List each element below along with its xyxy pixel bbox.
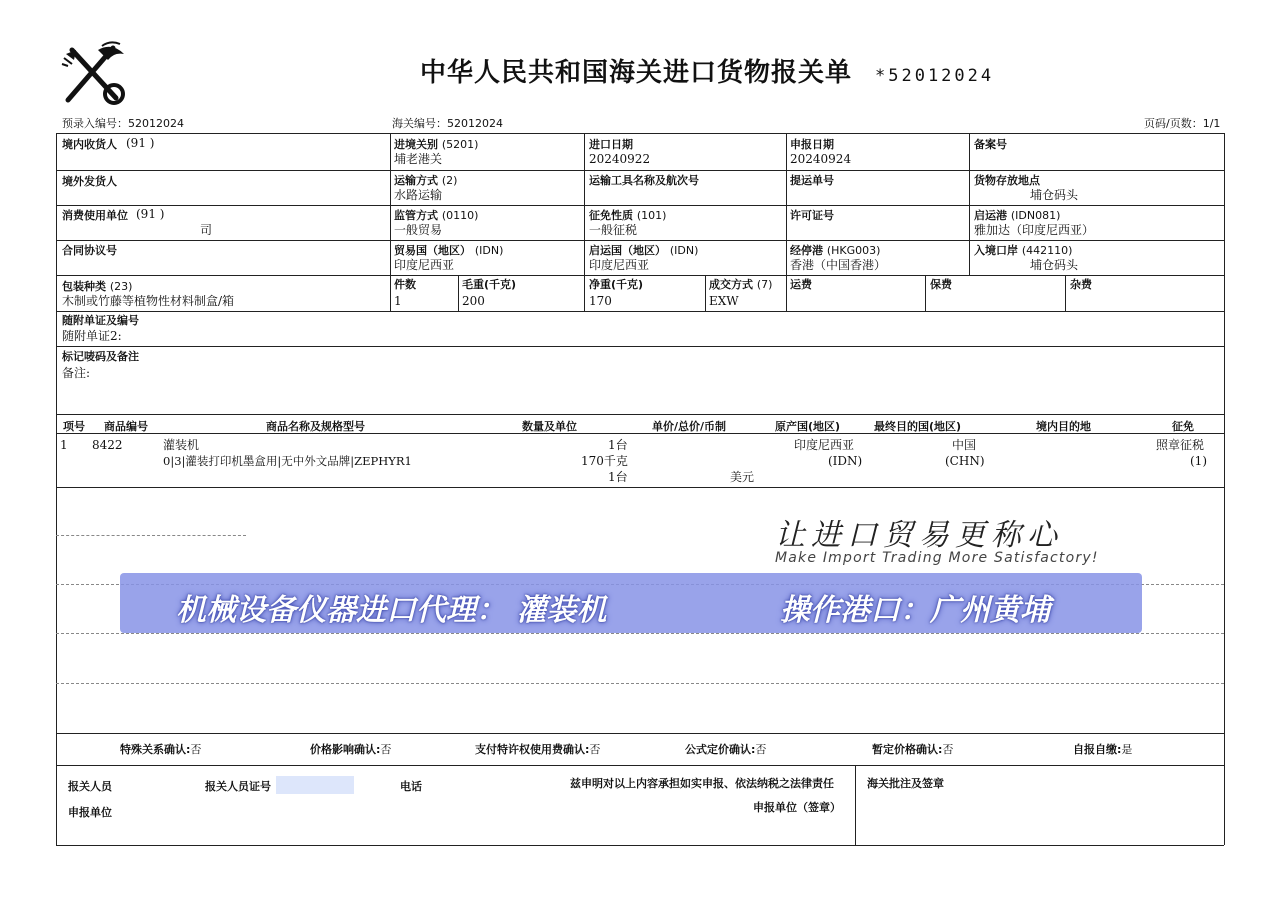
marks-label: 标记唛码及备注 <box>62 350 139 363</box>
row-levy-code: (1) <box>1190 454 1207 468</box>
transit-port-label: 经停港 (HKG003) <box>790 244 881 257</box>
docs-label: 随附单证及编号 <box>62 314 139 327</box>
row-destination-code: (CHN) <box>945 454 985 468</box>
declarant-label: 报关人员 <box>68 780 112 793</box>
header-name-spec: 商品名称及规格型号 <box>266 420 365 433</box>
row-product-spec: 0|3|灌装打印机墨盒用|无中外文品牌|ZEPHYR1 <box>163 454 412 468</box>
row-item-no: 1 <box>60 438 68 452</box>
row-origin-code: (IDN) <box>828 454 863 468</box>
supervision-label: 监管方式 (0110) <box>394 209 479 222</box>
marks-value: 备注: <box>62 366 91 380</box>
confirm-self-declare: 自报自缴:是 <box>1073 743 1133 756</box>
departure-port-label: 启运港 (IDN081) <box>974 209 1061 222</box>
slogan-handwritten: 让进口贸易更称心 <box>775 518 1063 553</box>
header-levy: 征免 <box>1172 420 1194 433</box>
origin-country-label: 启运国（地区） (IDN) <box>589 244 699 257</box>
page-indicator: 页码/页数：1/1 <box>1144 117 1221 130</box>
banner-left-text: 机械设备仪器进口代理： 灌装机 <box>176 593 607 628</box>
legal-statement: 兹申明对以上内容承担如实申报、依法纳税之法律责任 <box>570 777 834 790</box>
transit-port-value: 香港（中国香港） <box>790 258 887 272</box>
banner-right-text: 操作港口：广州黄埔 <box>780 593 1050 628</box>
entry-port-label: 入境口岸 (442110) <box>974 244 1073 257</box>
header-item-no: 项号 <box>63 420 85 433</box>
declarer-unit-label: 申报单位 <box>68 806 112 819</box>
levy-value: 一般征税 <box>589 223 638 237</box>
gross-weight-label: 毛重(千克) <box>462 278 517 291</box>
row-levy: 照章征税 <box>1156 438 1205 452</box>
customs-number: 海关编号：52012024 <box>392 117 503 130</box>
vessel-label: 运输工具名称及航次号 <box>589 174 699 187</box>
redacted-cert-number <box>276 776 354 794</box>
consumer-value-2: 司 <box>200 223 213 237</box>
row-product-name: 灌装机 <box>163 438 200 452</box>
declaration-number: *52012024 <box>875 66 995 86</box>
docs-value: 随附单证2: <box>62 329 122 343</box>
row-destination: 中国 <box>952 438 977 452</box>
consumer-value: (91 ) <box>136 207 165 221</box>
contract-label: 合同协议号 <box>62 244 117 257</box>
record-no-label: 备案号 <box>974 138 1007 151</box>
entry-port-value: 埔仓码头 <box>1030 258 1079 272</box>
header-quantity: 数量及单位 <box>522 420 577 433</box>
preentry-number: 预录入编号：52012024 <box>62 117 184 130</box>
freight-label: 运费 <box>790 278 812 291</box>
terms-label: 成交方式 (7) <box>709 278 773 291</box>
row-qty-3: 1台 <box>608 470 628 484</box>
trade-country-label: 贸易国（地区） (IDN) <box>394 244 504 257</box>
phone-label: 电话 <box>400 780 422 793</box>
slogan-english: Make Import Trading More Satisfactory! <box>775 550 1099 566</box>
insurance-label: 保费 <box>930 278 952 291</box>
confirm-price-influence: 价格影响确认:否 <box>310 743 392 756</box>
confirm-provisional-price: 暂定价格确认:否 <box>872 743 954 756</box>
pieces-label: 件数 <box>394 278 416 291</box>
row-currency: 美元 <box>730 470 755 484</box>
package-value: 木制或竹藤等植物性材料制盒/箱 <box>62 294 235 308</box>
row-origin: 印度尼西亚 <box>794 438 855 452</box>
net-weight-value: 170 <box>589 294 612 308</box>
confirm-royalty: 支付特许权使用费确认:否 <box>475 743 601 756</box>
package-label: 包装种类 (23) <box>62 280 133 293</box>
row-qty-1: 1台 <box>608 438 628 452</box>
declare-date-value: 20240924 <box>790 152 852 166</box>
header-hs-code: 商品编号 <box>104 420 148 433</box>
confirm-formula-pricing: 公式定价确认:否 <box>685 743 767 756</box>
consignee-value: (91 ) <box>126 136 155 150</box>
net-weight-label: 净重(千克) <box>589 278 644 291</box>
entry-customs-value: 埔老港关 <box>394 152 443 166</box>
header-price: 单价/总价/币制 <box>652 420 727 433</box>
transport-mode-value: 水路运输 <box>394 188 443 202</box>
supervision-value: 一般贸易 <box>394 223 443 237</box>
declare-date-label: 申报日期 <box>790 138 834 151</box>
origin-country-value: 印度尼西亚 <box>589 258 650 272</box>
storage-value: 埔仓码头 <box>1030 188 1079 202</box>
transport-mode-label: 运输方式 (2) <box>394 174 458 187</box>
customs-approval-label: 海关批注及签章 <box>867 777 944 790</box>
gross-weight-value: 200 <box>462 294 485 308</box>
customs-emblem-logo <box>58 40 132 110</box>
entry-customs-label: 进境关别 (5201) <box>394 138 479 151</box>
shipper-label: 境外发货人 <box>62 175 117 188</box>
bill-label: 提运单号 <box>790 174 834 187</box>
page-title: 中华人民共和国海关进口货物报关单 <box>420 58 853 88</box>
storage-label: 货物存放地点 <box>974 174 1040 187</box>
confirm-special-relation: 特殊关系确认:否 <box>120 743 202 756</box>
departure-port-value: 雅加达（印度尼西亚） <box>974 223 1095 237</box>
header-destination: 最终目的国(地区) <box>874 420 962 433</box>
license-label: 许可证号 <box>790 209 834 222</box>
header-origin: 原产国(地区) <box>775 420 841 433</box>
seal-label: 申报单位（签章） <box>753 801 841 814</box>
levy-label: 征免性质 (101) <box>589 209 667 222</box>
trade-country-value: 印度尼西亚 <box>394 258 455 272</box>
row-hs-code: 8422 <box>92 438 123 452</box>
import-date-label: 进口日期 <box>589 138 633 151</box>
misc-fee-label: 杂费 <box>1070 278 1092 291</box>
row-qty-2: 170千克 <box>581 454 628 468</box>
header-domestic-dest: 境内目的地 <box>1036 420 1091 433</box>
terms-value: EXW <box>709 294 739 308</box>
declarant-cert-label: 报关人员证号 <box>205 780 271 793</box>
consumer-label: 消费使用单位 <box>62 209 128 222</box>
consignee-label: 境内收货人 <box>62 138 117 151</box>
import-date-value: 20240922 <box>589 152 651 166</box>
pieces-value: 1 <box>394 294 402 308</box>
